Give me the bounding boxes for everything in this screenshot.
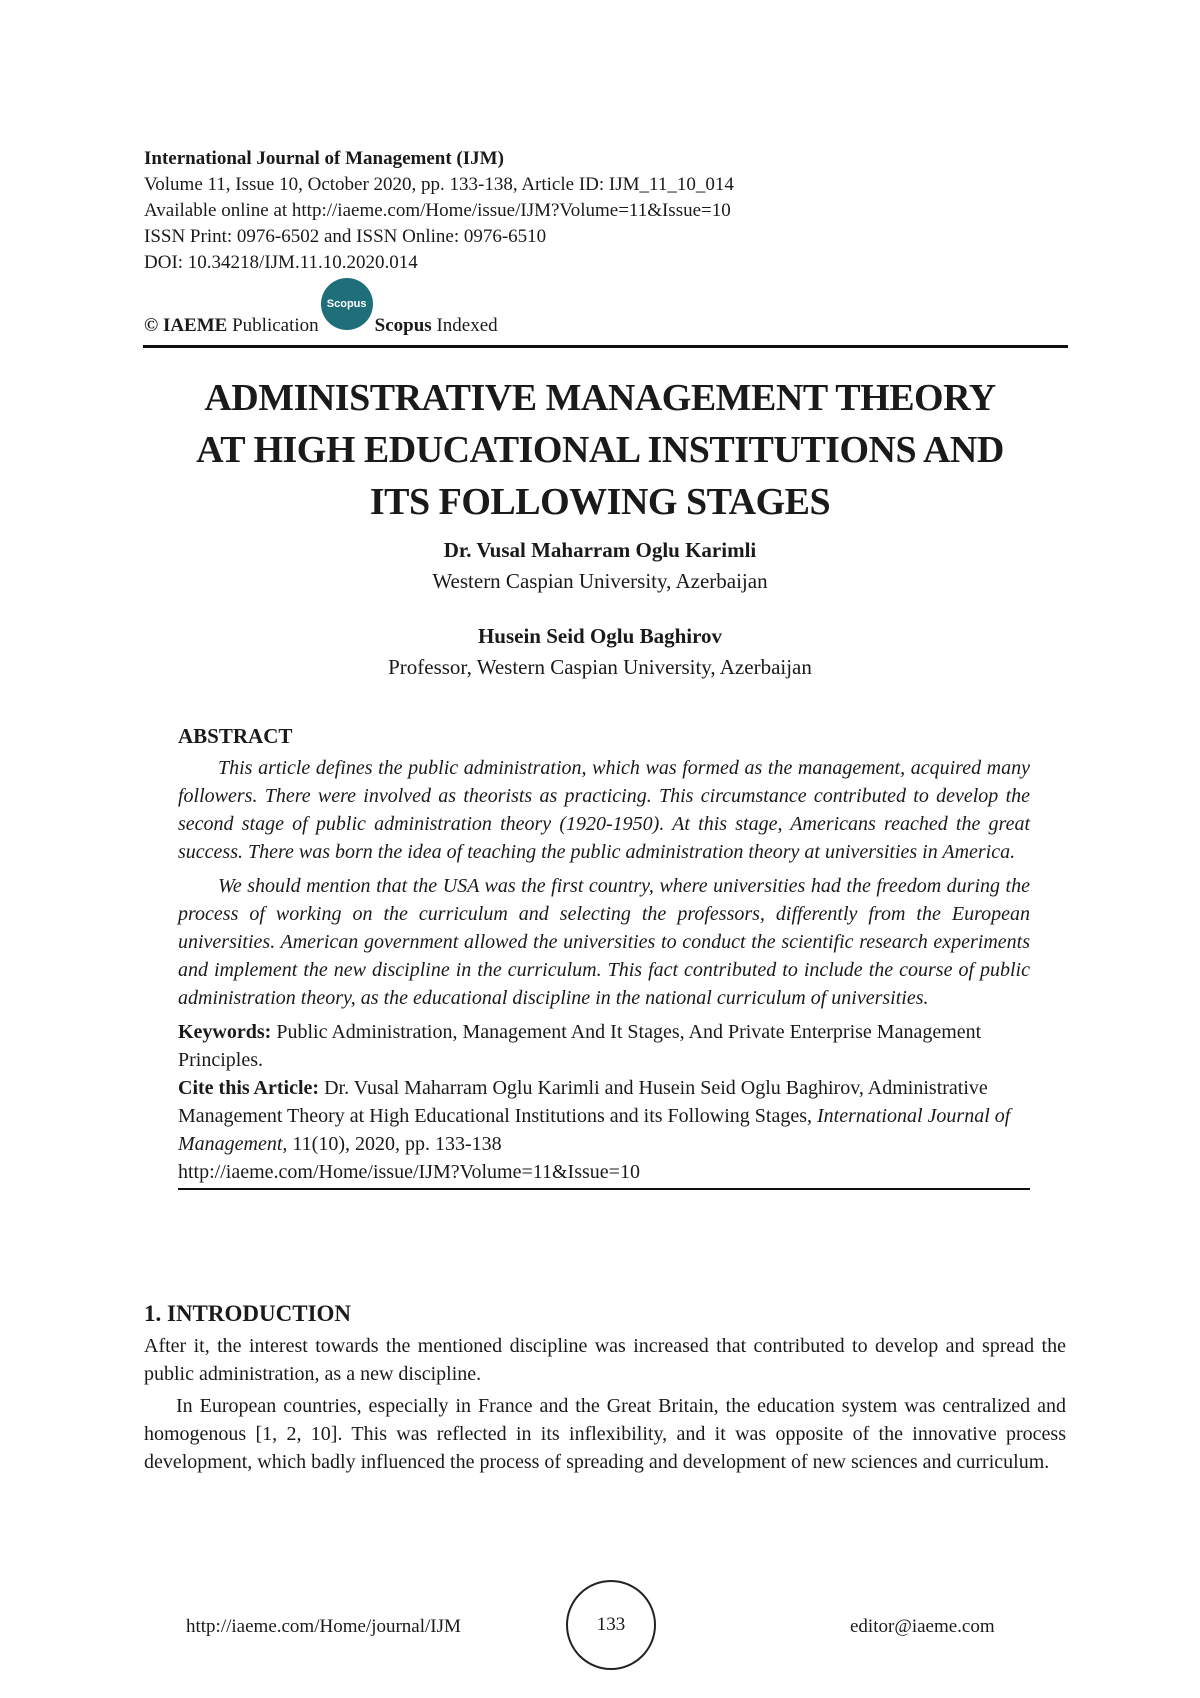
cite-journal: International Journal of Management, (178, 1105, 1011, 1155)
introduction-section (144, 1300, 1066, 1480)
introduction-paragraph: After it, the interest towards the mentioned discipline was increased that contributed to develop and spread the public administration, as a new discipline. (144, 1335, 1066, 1385)
available-online-line: Available online at http://iaeme.com/Home/issue/IJM?Volume=11&Issue=10 (144, 200, 731, 221)
author-block-2 (100, 622, 1100, 684)
page-footer (0, 1580, 1200, 1680)
cite-details: 11(10), 2020, pp. 133-138 (292, 1133, 502, 1155)
header-divider (143, 345, 1068, 348)
journal-header (144, 146, 1064, 276)
author-affiliation: Western Caspian University, Azerbaijan (432, 569, 768, 593)
doi-line: DOI: 10.34218/IJM.11.10.2020.014 (144, 252, 418, 273)
abstract-heading: ABSTRACT (178, 724, 293, 748)
title-line-2: AT HIGH EDUCATIONAL INSTITUTIONS AND (196, 429, 1004, 471)
author-name: Husein Seid Oglu Baghirov (477, 624, 723, 648)
scopus-label: Scopus (374, 315, 432, 336)
author-affiliation: Professor, Western Caspian University, Azerbaijan (388, 655, 812, 679)
volume-line: Volume 11, Issue 10, October 2020, pp. 133-138, Article ID: IJM_11_10_014 (144, 174, 734, 195)
issn-line: ISSN Print: 0976-6502 and ISSN Online: 0976-6510 (144, 226, 547, 247)
footer-email[interactable]: editor@iaeme.com (850, 1616, 995, 1637)
cite-label: Cite this Article: (178, 1077, 320, 1099)
footer-journal-url[interactable]: http://iaeme.com/Home/journal/IJM (186, 1616, 461, 1637)
copyright-publisher: © IAEME (144, 315, 228, 336)
title-line-1: ADMINISTRATIVE MANAGEMENT THEORY (204, 377, 996, 419)
cite-link[interactable]: http://iaeme.com/Home/issue/IJM?Volume=11&Issue=10 (178, 1158, 1030, 1190)
abstract-section (178, 722, 1030, 1190)
keywords (178, 1018, 1030, 1074)
publication-word: Publication (232, 315, 319, 336)
author-name: Dr. Vusal Maharram Oglu Karimli (443, 538, 757, 562)
introduction-heading: 1. INTRODUCTION (144, 1301, 352, 1326)
page-number: 133 (566, 1580, 656, 1670)
scopus-logo-icon: Scopus (321, 278, 373, 330)
title-line-3: ITS FOLLOWING STAGES (369, 481, 831, 523)
keywords-label: Keywords: (178, 1021, 272, 1043)
cite-text: Dr. Vusal Maharram Oglu Karimli and Husein Seid Oglu Baghirov, Administrative Management Theory at High Educational Institutions and its Following Stages, (178, 1077, 988, 1127)
paper-title (100, 372, 1100, 528)
author-block-1 (100, 536, 1100, 598)
abstract-paragraph: This article defines the public administration, which was formed as the management, acquired many followers. There were involved as theorists as practicing. This circumstance contributed to develop the second stage of public administration theory (1920-1950). At this stage, Americans reached the great success. There was born the idea of teaching the public administration theory at universities in America. (178, 757, 1030, 863)
abstract-paragraph: We should mention that the USA was the first country, where universities had the freedom during the process of working on the curriculum and selecting the professors, differently from the European universities. American government allowed the universities to conduct the scientific research experiments and implement the new discipline in the curriculum. This fact contributed to include the course of public administration theory, as the educational discipline in the national curriculum of universities. (178, 875, 1030, 1009)
journal-name: International Journal of Management (IJM) (144, 148, 504, 169)
keywords-text: Public Administration, Management And It Stages, And Private Enterprise Management Principles. (178, 1021, 982, 1071)
citation (178, 1074, 1030, 1190)
indexed-label: Indexed (436, 315, 498, 336)
introduction-paragraph: In European countries, especially in France and the Great Britain, the education system was centralized and homogenous [1, 2, 10]. This was reflected in its inflexibility, and it was opposite of the innovative process development, which badly influenced the process of spreading and development of new sciences and curriculum. (144, 1395, 1066, 1473)
